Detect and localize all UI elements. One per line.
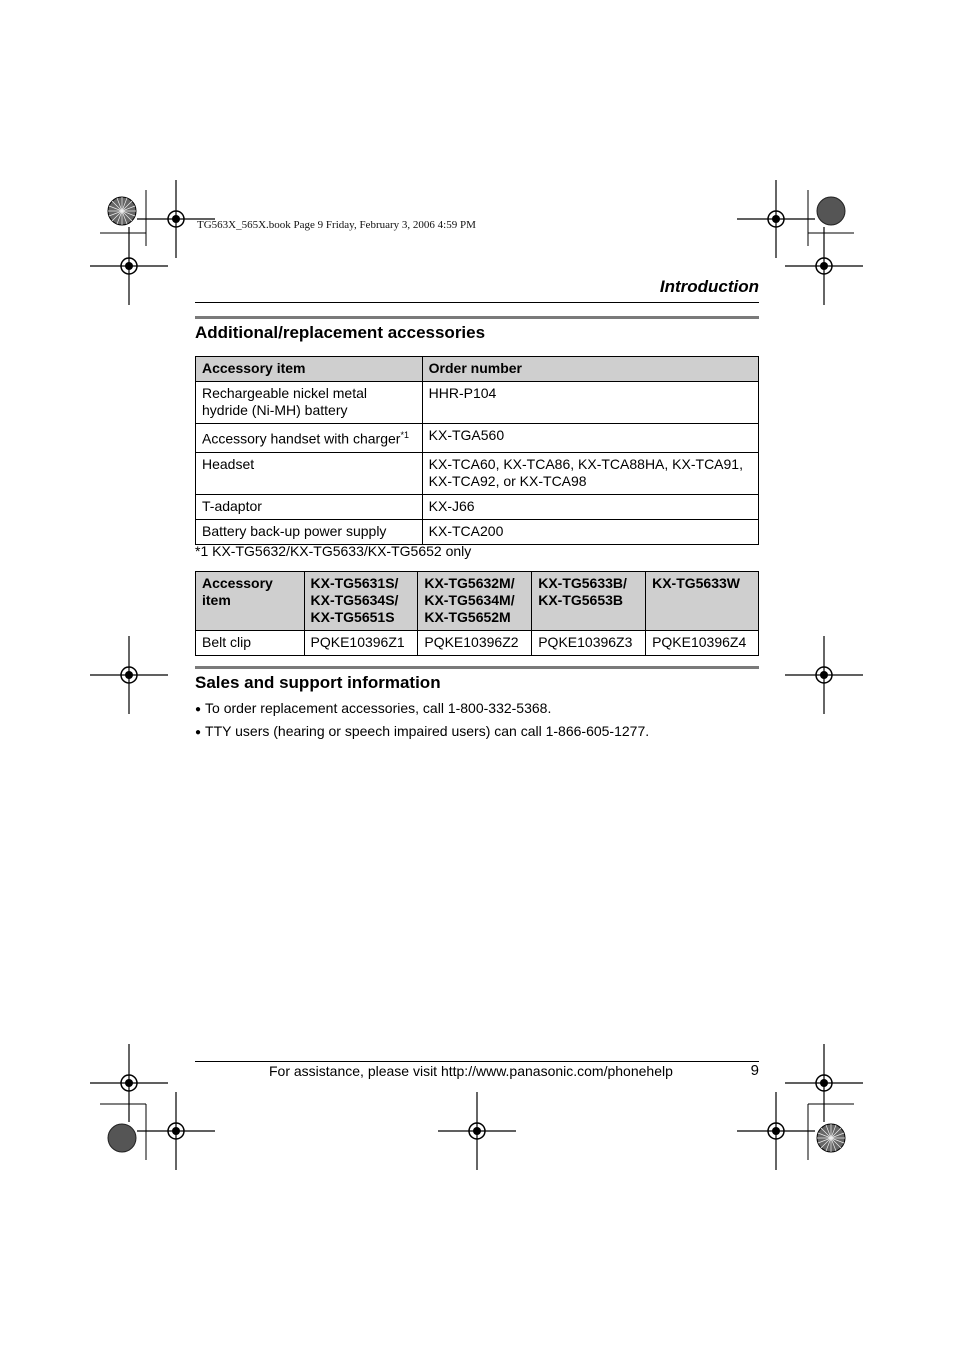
column-header: KX-TG5632M/ KX-TG5634M/ KX-TG5652M xyxy=(418,572,532,631)
table-cell: PQKE10396Z4 xyxy=(646,631,759,656)
column-header: Accessory item xyxy=(196,572,305,631)
page-number: 9 xyxy=(750,1062,759,1079)
belt-clip-table xyxy=(195,571,759,656)
column-header: KX-TG5633W xyxy=(646,572,759,631)
list-item: ● To order replacement accessories, call 1-800-332-5368. xyxy=(195,698,649,721)
table-cell: Belt clip xyxy=(196,631,305,656)
table-cell: PQKE10396Z3 xyxy=(532,631,646,656)
accessory-item-cell: Headset xyxy=(196,452,423,494)
table-row xyxy=(196,382,759,424)
order-number-cell: HHR-P104 xyxy=(422,382,758,424)
order-number-cell: KX-TCA200 xyxy=(422,519,758,544)
footnote: *1 KX-TG5632/KX-TG5633/KX-TG5652 only xyxy=(195,543,472,559)
section-title: Introduction xyxy=(659,277,759,296)
table-row xyxy=(196,519,759,544)
footer-rule xyxy=(195,1061,759,1062)
order-number-cell: KX-TCA60, KX-TCA86, KX-TCA88HA, KX-TCA91, KX-TCA92, or KX-TCA98 xyxy=(422,452,758,494)
accessory-item-cell: Battery back-up power supply xyxy=(196,519,423,544)
header-rule xyxy=(195,302,759,303)
list-item: ● TTY users (hearing or speech impaired users) can call 1-866-605-1277. xyxy=(195,721,649,744)
section-divider xyxy=(195,316,759,319)
sales-heading: Sales and support information xyxy=(195,673,441,692)
accessory-item-text: Accessory handset with charger xyxy=(202,430,401,447)
sales-list xyxy=(195,698,649,744)
column-header: Order number xyxy=(422,357,758,382)
section-divider xyxy=(195,666,759,669)
footer-text: For assistance, please visit http://www.panasonic.com/phonehelp xyxy=(269,1063,673,1079)
column-header: KX-TG5633B/ KX-TG5653B xyxy=(532,572,646,631)
table-row xyxy=(196,631,759,656)
order-number-cell: KX-TGA560 xyxy=(422,424,758,453)
table-header-row xyxy=(196,572,759,631)
accessory-table xyxy=(195,356,759,545)
order-number-cell: KX-J66 xyxy=(422,494,758,519)
table-row xyxy=(196,424,759,453)
accessory-item-cell xyxy=(196,424,423,453)
accessory-item-cell: T-adaptor xyxy=(196,494,423,519)
column-header: KX-TG5631S/ KX-TG5634S/ KX-TG5651S xyxy=(304,572,418,631)
table-row xyxy=(196,452,759,494)
table-row xyxy=(196,494,759,519)
accessory-item-cell: Rechargeable nickel metal hydride (Ni-MH) battery xyxy=(196,382,423,424)
accessories-heading: Additional/replacement accessories xyxy=(195,323,486,342)
footnote-ref: *1 xyxy=(400,430,409,440)
column-header: Accessory item xyxy=(196,357,423,382)
table-cell: PQKE10396Z1 xyxy=(304,631,418,656)
table-header-row xyxy=(196,357,759,382)
print-header: TG563X_565X.book Page 9 Friday, February 3, 2006 4:59 PM xyxy=(197,219,476,231)
table-cell: PQKE10396Z2 xyxy=(418,631,532,656)
